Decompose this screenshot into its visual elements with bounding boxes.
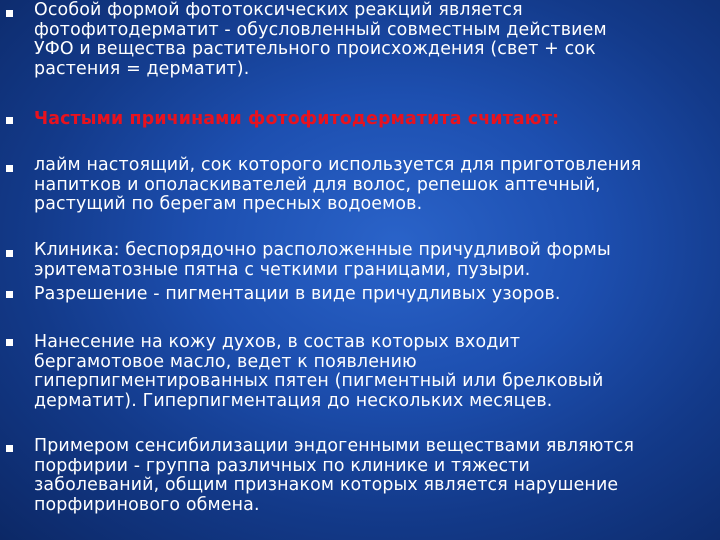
bullet-text: Разрешение - пигментации в виде причудливых узоров. <box>34 284 561 304</box>
bullet-text: Клиника: беспорядочно расположенные причудливой формы эритематозные пятна с четкими границами, пузыри. <box>34 240 611 280</box>
square-bullet-icon <box>6 165 13 172</box>
square-bullet-icon <box>6 291 13 298</box>
square-bullet-icon <box>6 117 13 124</box>
square-bullet-icon <box>6 445 13 452</box>
bullet-text: лайм настоящий, сок которого используется для приготовления напитков и ополаскивателей для волос, репешок аптечный, растущий по берегам пресных водоемов. <box>34 155 642 214</box>
bullet-text: Примером сенсибилизации эндогенными веществами являются порфирии - группа различных по клинике и тяжести заболеваний, общим признаком которых является нарушение порфиринового обмена. <box>34 436 635 515</box>
bullet-text: Нанесение на кожу духов, в состав которых входит бергамотовое масло, ведет к появлению гиперпигментированных пятен (пигментный или брелковый дерматит). Гиперпигментация до нескольких месяцев. <box>34 332 604 411</box>
square-bullet-icon <box>6 339 13 346</box>
bullet-text: Особой формой фототоксических реакций является фотофитодерматит - обусловленный совместным действием УФО и вещества растительного происхождения (свет + сок растения = дерматит). <box>34 0 607 79</box>
square-bullet-icon <box>6 10 13 17</box>
square-bullet-icon <box>6 250 13 257</box>
bullet-text-highlight: Частыми причинами фотофитодерматита считают: <box>34 109 560 129</box>
